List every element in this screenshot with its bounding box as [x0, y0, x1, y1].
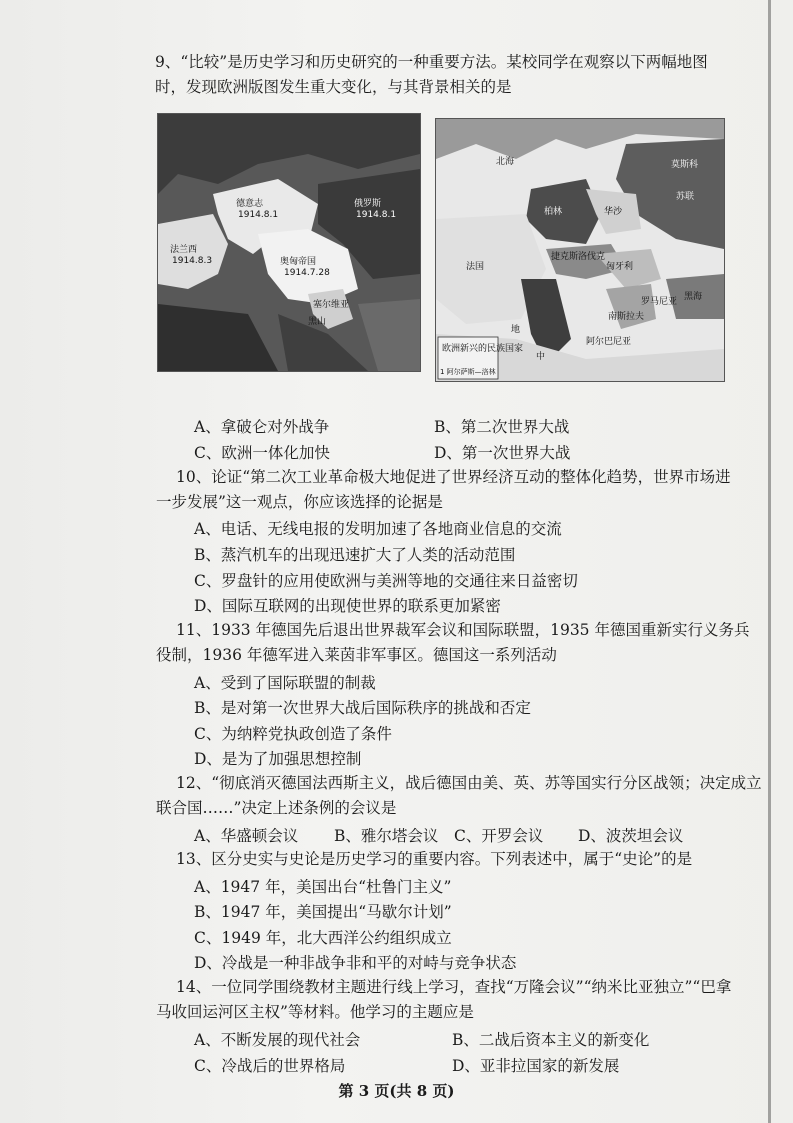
- map1-label-austria-hungary-date: 1914.7.28: [284, 268, 330, 278]
- map2-label-romania: 罗马尼亚: [641, 297, 678, 307]
- q13-option-a: A、1947 年，美国出台“杜鲁门主义”: [194, 878, 452, 896]
- q11-option-b: B、是对第一次世界大战后国际秩序的挑战和否定: [194, 699, 531, 717]
- q12-line2: 联合国……”决定上述条例的会议是: [156, 799, 397, 817]
- q11-line1: 11、1933 年德国先后退出世界裁军会议和国际联盟，1935 年德国重新实行义务兵: [176, 621, 750, 639]
- q13-line1: 13、区分史实与史论是历史学习的重要内容。下列表述中，属于“史论”的是: [176, 850, 693, 868]
- map2-label-albania: 阿尔巴尼亚: [586, 337, 632, 347]
- map2-label-czechoslovakia: 捷克斯洛伐克: [551, 252, 606, 262]
- q14-option-a: A、不断发展的现代社会: [194, 1031, 361, 1049]
- map-europe-postwar-drawing: [436, 119, 724, 381]
- q10-option-c: C、罗盘针的应用使欧洲与美洲等地的交通往来日益密切: [194, 572, 578, 590]
- map1-label-germany-date: 1914.8.1: [238, 210, 279, 220]
- q9-line1: 9、“比较”是历史学习和历史研究的一种重要方法。某校同学在观察以下两幅地图: [155, 53, 708, 71]
- q11-option-d: D、是为了加强思想控制: [194, 750, 362, 768]
- map2-label-zhong: 中: [536, 352, 546, 362]
- q9-line2: 时，发现欧洲版图发生重大变化，与其背景相关的是: [155, 78, 512, 96]
- map2-legend-title: 欧洲新兴的民族国家: [442, 344, 524, 354]
- map2-label-hungary: 匈牙利: [606, 262, 634, 272]
- q12-line1: 12、“彻底消灭德国法西斯主义，战后德国由美、英、苏等国实行分区战领；决定成立: [176, 774, 762, 792]
- map1-label-russia: 俄罗斯: [354, 199, 382, 209]
- q12-option-c: C、开罗会议: [454, 827, 544, 845]
- map2-label-north-sea: 北海: [496, 157, 515, 167]
- q14-option-b: B、二战后资本主义的新变化: [452, 1031, 650, 1049]
- map2-label-france: 法国: [466, 262, 485, 272]
- page-edge-line: [768, 0, 771, 1123]
- map1-label-montenegro: 黑山: [308, 317, 327, 327]
- page-number-footer: 第 3 页(共 8 页): [338, 1082, 455, 1100]
- q13-option-b: B、1947 年，美国提出“马歇尔计划”: [194, 903, 452, 921]
- map-europe-1914: [157, 113, 421, 372]
- q13-option-c: C、1949 年，北大西洋公约组织成立: [194, 929, 452, 947]
- map1-label-austria-hungary: 奥匈帝国: [280, 257, 317, 267]
- map2-label-moscow: 莫斯科: [671, 160, 699, 170]
- q9-option-d: D、第一次世界大战: [434, 444, 571, 462]
- q10-line2: 一步发展”这一观点，你应该选择的论据是: [156, 493, 443, 511]
- map-europe-postwar: [435, 118, 725, 382]
- q9-option-c: C、欧洲一体化加快: [194, 444, 330, 462]
- map-europe-1914-drawing: [158, 114, 420, 371]
- q14-option-d: D、亚非拉国家的新发展: [452, 1057, 620, 1075]
- map1-label-france-date: 1914.8.3: [172, 256, 213, 266]
- map2-legend-note: 1 阿尔萨斯—洛林: [440, 368, 496, 376]
- q9-option-b: B、第二次世界大战: [434, 418, 570, 436]
- q10-line1: 10、论证“第二次工业革命极大地促进了世界经济互动的整体化趋势，世界市场进: [176, 468, 731, 486]
- q9-option-a: A、拿破仑对外战争: [194, 418, 330, 436]
- q14-line2: 马收回运河区主权”等材料。他学习的主题应是: [156, 1003, 474, 1021]
- q10-option-b: B、蒸汽机车的出现迅速扩大了人类的活动范围: [194, 546, 516, 564]
- map2-label-black-sea: 黑海: [684, 292, 703, 302]
- q12-option-b: B、雅尔塔会议: [334, 827, 439, 845]
- q12-option-a: A、华盛顿会议: [194, 827, 299, 845]
- q11-option-a: A、受到了国际联盟的制裁: [194, 674, 376, 692]
- map1-label-france: 法兰西: [170, 245, 198, 255]
- map1-label-serbia: 塞尔维亚: [313, 300, 350, 310]
- map1-label-russia-date: 1914.8.1: [356, 210, 397, 220]
- map2-label-warsaw: 华沙: [604, 207, 623, 217]
- q12-option-d: D、波茨坦会议: [578, 827, 684, 845]
- q13-option-d: D、冷战是一种非战争非和平的对峙与竞争状态: [194, 954, 517, 972]
- q14-option-c: C、冷战后的世界格局: [194, 1057, 346, 1075]
- map1-label-germany: 德意志: [236, 199, 264, 209]
- q14-line1: 14、一位同学围绕教材主题进行线上学习，查找“万隆会议”“纳米比亚独立”“巴拿: [176, 978, 732, 996]
- q10-option-d: D、国际互联网的出现使世界的联系更加紧密: [194, 597, 501, 615]
- q11-line2: 役制，1936 年德军进入莱茵非军事区。德国这一系列活动: [156, 646, 557, 664]
- q10-option-a: A、电话、无线电报的发明加速了各地商业信息的交流: [194, 520, 562, 538]
- map2-label-yugoslavia: 南斯拉夫: [608, 312, 645, 322]
- map2-label-di: 地: [511, 325, 521, 335]
- map2-label-ussr: 苏联: [676, 192, 695, 202]
- map2-label-berlin: 柏林: [544, 207, 563, 217]
- q11-option-c: C、为纳粹党执政创造了条件: [194, 725, 392, 743]
